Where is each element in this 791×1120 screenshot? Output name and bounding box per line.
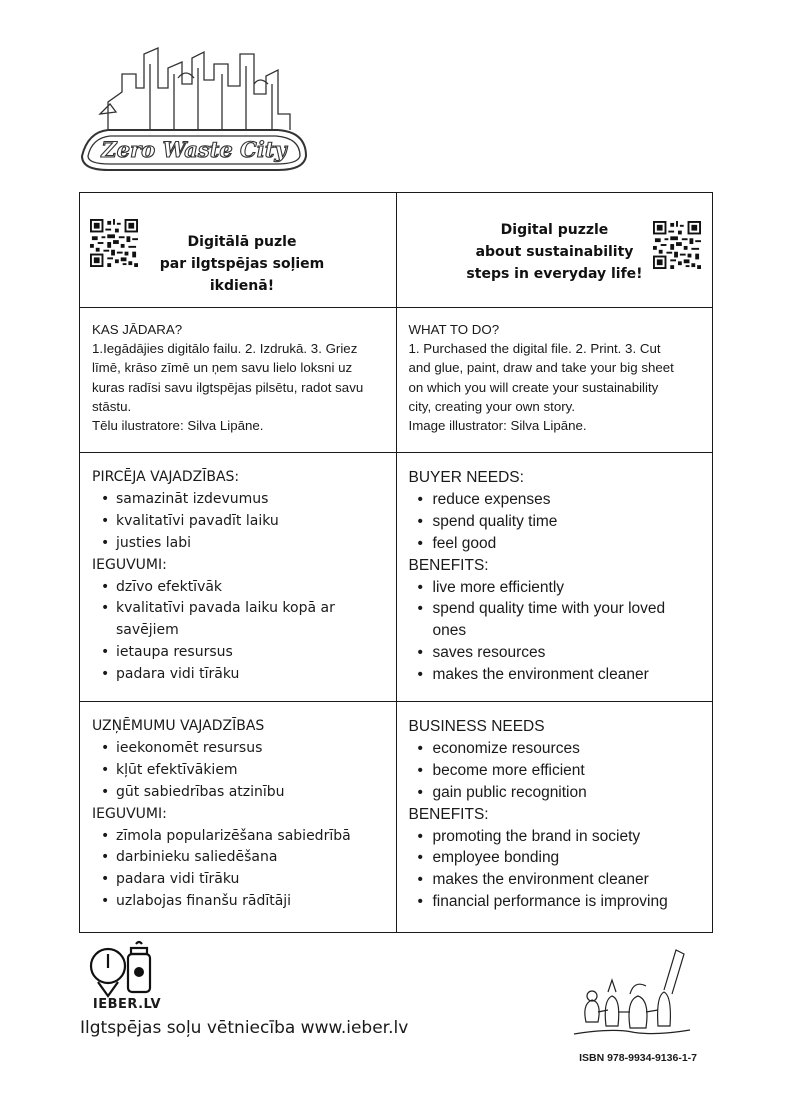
list-item: • reduce expenses [433, 489, 701, 511]
benefits-list [409, 577, 701, 687]
lv-business-cell [80, 702, 397, 933]
business-row [80, 702, 713, 933]
lv-title-line1: Digitālā puzle [187, 234, 297, 250]
todo-line: 1.Iegādājies digitālo failu. 2. Izdrukā. 3. Griez [92, 341, 358, 357]
todo-heading: WHAT TO DO? [408, 322, 500, 337]
list-item [116, 598, 384, 642]
info-table [79, 192, 713, 933]
list-item-text: spend quality time with your loved [432, 600, 666, 618]
list-item: • zīmola popularizēšana sabiedrībā [116, 826, 384, 848]
characters-illustration [572, 942, 694, 1038]
illustrator-credit: Image illustrator: Silva Lipāne. [408, 418, 587, 434]
list-item: • padara vidi tīrāku [116, 664, 384, 686]
list-item: • promoting the brand in society [433, 826, 701, 848]
list-item: • makes the environment cleaner [433, 664, 701, 686]
todo-line: and glue, paint, draw and take your big sheet [408, 360, 674, 376]
qr-code-icon [90, 219, 138, 267]
todo-heading: KAS JĀDARA? [92, 322, 183, 337]
needs-list [409, 738, 701, 804]
en-business-cell [396, 702, 713, 933]
list-item-text: kvalitatīvi pavada laiku kopā ar [116, 600, 335, 617]
ieber-logo-text: IEBER.LV [92, 997, 162, 1012]
todo-line: stāstu. [92, 398, 132, 414]
list-item-text-cont: ones [432, 622, 467, 640]
section-heading: BENEFITS: [408, 556, 489, 574]
needs-list [409, 489, 701, 555]
list-item: • saves resources [433, 642, 701, 664]
section-heading: BENEFITS: [408, 805, 489, 823]
section-heading: UZŅĒMUMU VAJADZĪBAS [92, 718, 265, 734]
list-item: • employee bonding [433, 847, 701, 869]
benefits-list [409, 826, 701, 914]
todo-line: city, creating your own story. [408, 398, 576, 414]
section-heading: BUYER NEEDS: [408, 469, 524, 486]
needs-list [92, 738, 384, 804]
en-buyer-cell [396, 453, 713, 702]
todo-line: on which you will create your sustainability [408, 379, 659, 395]
list-item: • financial performance is improving [433, 891, 701, 913]
list-item: • kvalitatīvi pavadīt laiku [116, 511, 384, 533]
list-item: • dzīvo efektīvāk [116, 577, 384, 599]
list-item: • darbinieku saliedēšana [116, 847, 384, 869]
todo-line: līmē, krāso zīmē un ņem savu lielo loksni uz [92, 360, 353, 376]
lv-todo-cell [80, 308, 397, 453]
list-item: • feel good [433, 533, 701, 555]
list-item: • uzlabojas finanšu rādītāji [116, 891, 384, 913]
buyer-row [80, 453, 713, 702]
en-title-line2: about sustainability [475, 244, 634, 260]
todo-line: kuras radīsi savu ilgtspējas pilsētu, radot savu [92, 379, 364, 395]
header-row [80, 193, 713, 308]
qr-code-icon [653, 221, 701, 269]
list-item: • makes the environment cleaner [433, 869, 701, 891]
list-item: • live more efficiently [433, 577, 701, 599]
lv-title-line2: par ilgtspējas soļiem ikdienā! [159, 256, 325, 294]
lv-header-cell [80, 193, 397, 308]
list-item: • samazināt izdevumus [116, 489, 384, 511]
list-item: • ietaupa resursus [116, 642, 384, 664]
en-title-line3: steps in everyday life! [466, 266, 643, 282]
list-item: • gūt sabiedrības atzinību [116, 782, 384, 804]
footer-tagline: Ilgtspējas soļu vētniecība www.ieber.lv [80, 1018, 409, 1038]
benefits-list [92, 826, 384, 914]
list-item-text-cont: savējiem [116, 622, 179, 639]
todo-row [80, 308, 713, 453]
list-item [433, 598, 701, 642]
list-item: • padara vidi tīrāku [116, 869, 384, 891]
zero-waste-city-logo [78, 44, 310, 172]
list-item: • economize resources [433, 738, 701, 760]
list-item: • ieekonomēt resursus [116, 738, 384, 760]
isbn-label: ISBN 978-9934-9136-1-7 [579, 1052, 697, 1064]
illustrator-credit: Tēlu ilustratore: Silva Lipāne. [92, 418, 264, 434]
logo-title-text: Zero Waste City [101, 137, 287, 162]
list-item: • spend quality time [433, 511, 701, 533]
list-item: • justies labi [116, 533, 384, 555]
lv-buyer-cell [80, 453, 397, 702]
section-heading: BUSINESS NEEDS [408, 718, 545, 735]
list-item: • become more efficient [433, 760, 701, 782]
todo-line: 1. Purchased the digital file. 2. Print. 3. Cut [408, 341, 661, 357]
needs-list [92, 489, 384, 555]
section-heading: IEGUVUMI: [92, 556, 167, 573]
en-header-cell [396, 193, 713, 308]
list-item: • kļūt efektīvākiem [116, 760, 384, 782]
en-todo-cell [396, 308, 713, 453]
benefits-list [92, 577, 384, 687]
list-item: • gain public recognition [433, 782, 701, 804]
section-heading: PIRCĒJA VAJADZĪBAS: [92, 469, 240, 485]
section-heading: IEGUVUMI: [92, 805, 167, 822]
en-title-line1: Digital puzzle [500, 222, 609, 238]
